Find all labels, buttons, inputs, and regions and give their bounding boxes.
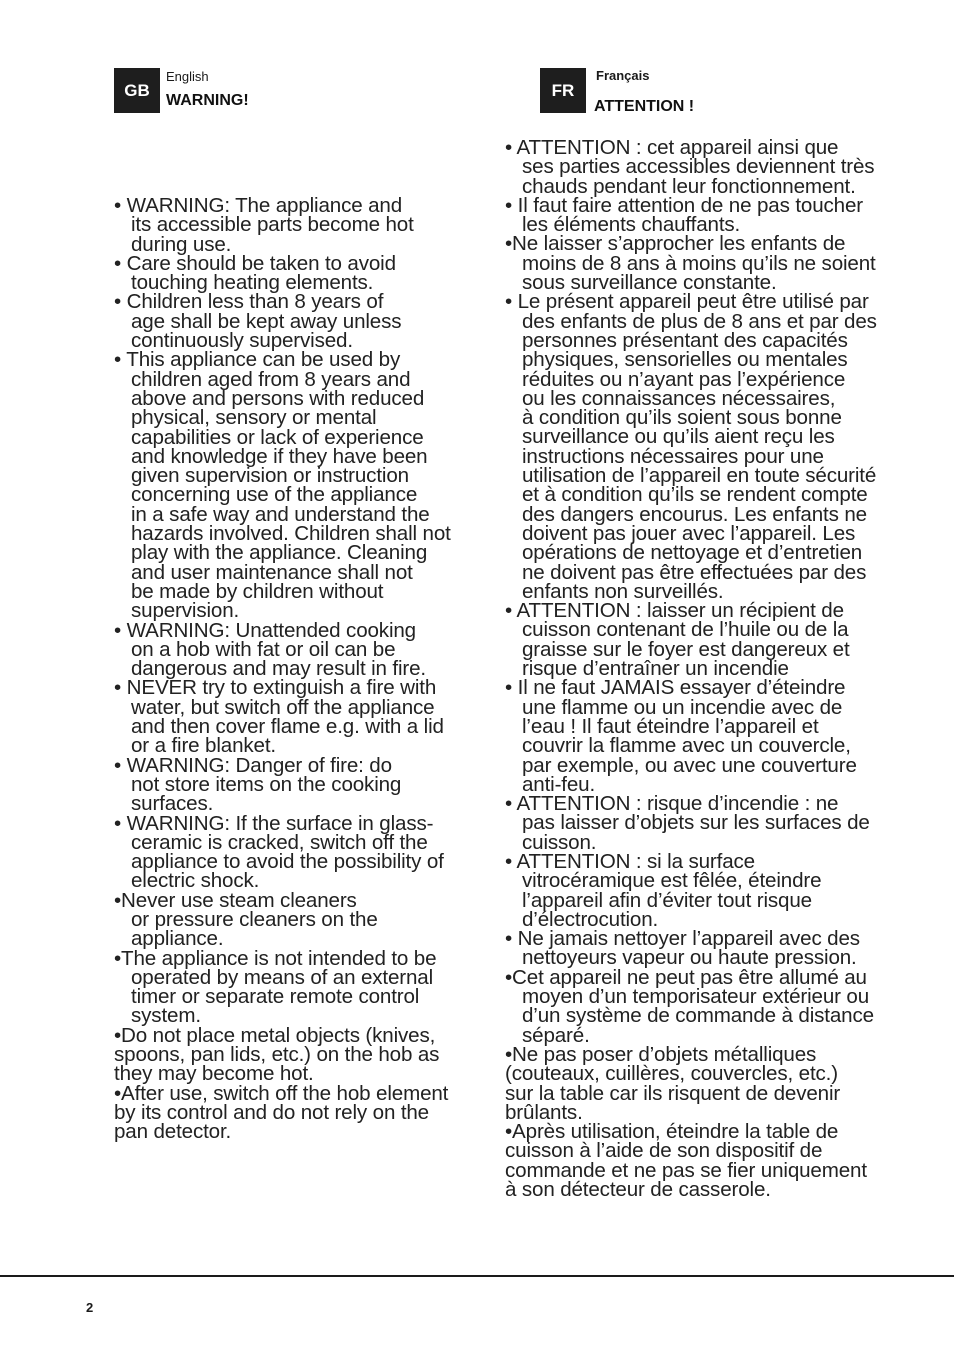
warning-item — [505, 965, 930, 1047]
warning-line: d’un système de commande à distance — [522, 1004, 874, 1028]
warning-line: vitrocéramique est fêlée, éteindre — [522, 869, 822, 893]
warning-line: • Il ne faut JAMAIS essayer d’éteindre — [505, 676, 846, 700]
warning-item — [114, 251, 494, 295]
warning-line: cuisson à l’aide de son dispositif de — [505, 1139, 823, 1163]
warning-line: • ATTENTION : risque d’incendie : ne — [505, 792, 839, 816]
warning-line: • Le présent appareil peut être utilisé par — [505, 290, 869, 314]
warning-item — [114, 676, 494, 758]
warning-line: and knowledge if they have been — [131, 444, 428, 468]
warning-line: •Ne pas poser d’objets métalliques — [505, 1042, 817, 1066]
warning-line: opérations de nettoyage et d’entretien — [522, 541, 863, 565]
warning-line: pan detector. — [114, 1120, 232, 1144]
warning-item — [114, 618, 494, 681]
warning-item — [505, 232, 930, 295]
warning-line: timer or separate remote control — [131, 985, 420, 1009]
warning-item — [505, 849, 930, 931]
warning-line: surveillance ou qu’ils aient reçu les — [522, 425, 835, 449]
warning-line: instructions nécessaires pour une — [522, 444, 824, 468]
warning-line: continuously supervised. — [131, 329, 353, 353]
warning-line: • Il faut faire attention de ne pas toucher — [505, 193, 863, 217]
warning-line: des dangers encourus. Les enfants ne — [522, 502, 867, 526]
warning-line: graisse sur le foyer est dangereux et — [522, 637, 850, 661]
warning-line: • ATTENTION : si la surface — [505, 849, 755, 873]
warning-line: its accessible parts become hot — [131, 213, 414, 237]
warning-line: par exemple, ou avec une couverture — [522, 753, 857, 777]
warning-line: capabilities or lack of experience — [131, 425, 424, 449]
warning-line: •The appliance is not intended to be — [114, 946, 437, 970]
warning-line: not store items on the cooking — [131, 772, 402, 796]
warning-line: spoons, pan lids, etc.) on the hob as — [114, 1043, 440, 1067]
warning-line: chauds pendant leur fonctionnement. — [522, 174, 856, 198]
warning-line: • WARNING: Unattended cooking — [114, 618, 416, 642]
warning-line: ne doivent pas être effectuées par des — [522, 560, 867, 584]
warning-item — [505, 1042, 930, 1124]
warning-line: sur la table car ils risquent de devenir — [505, 1081, 841, 1105]
warning-item — [505, 193, 930, 237]
language-name-gb: English — [166, 69, 209, 84]
section-heading-fr: ATTENTION ! — [594, 98, 695, 115]
warning-item — [505, 599, 930, 681]
warning-item — [505, 138, 930, 196]
warning-line: • Ne jamais nettoyer l’appareil avec des — [505, 927, 860, 951]
warning-line: children aged from 8 years and — [131, 367, 411, 391]
warning-line: à condition qu’ils soient sous bonne — [522, 406, 842, 430]
warning-item — [505, 292, 930, 601]
warning-line: • WARNING: Danger of fire: do — [114, 753, 392, 777]
warning-line: pas laisser d’objets sur les surfaces de — [522, 811, 870, 835]
language-code-badge-gb: GB — [114, 68, 160, 113]
warning-line: •Never use steam cleaners — [114, 888, 357, 912]
warning-line: physical, sensory or mental — [131, 406, 377, 430]
warning-line: dangerous and may result in fire. — [131, 657, 426, 681]
warning-line: system. — [131, 1004, 201, 1028]
warning-line: appliance to avoid the possibility of — [131, 850, 444, 874]
warning-line: or pressure cleaners on the — [131, 907, 378, 931]
warning-line: (couteaux, cuillères, couvercles, etc.) — [505, 1062, 838, 1086]
warning-item — [114, 811, 494, 893]
warning-line: •After use, switch off the hob element — [114, 1081, 449, 1105]
warning-item — [114, 290, 494, 353]
warning-line: by its control and do not rely on the — [114, 1100, 429, 1124]
warning-line: touching heating elements. — [131, 271, 374, 295]
warning-line: appliance. — [131, 927, 224, 951]
warning-line: operated by means of an external — [131, 965, 434, 989]
warning-line: séparé. — [522, 1023, 590, 1047]
warning-line: play with the appliance. Cleaning — [131, 541, 428, 565]
warning-line: during use. — [131, 232, 232, 256]
warning-line: ou les connaissances nécessaires, — [522, 386, 836, 410]
warning-list-english — [114, 196, 494, 1142]
warning-item — [505, 678, 930, 794]
warning-line: doivent pas jouer avec l’appareil. Les — [522, 521, 856, 545]
warning-line: moyen d’un temporisateur extérieur ou — [522, 985, 870, 1009]
warning-line: • Care should be taken to avoid — [114, 251, 396, 275]
warning-line: une flamme ou un incendie avec de — [522, 695, 843, 719]
warning-line: cuisson contenant de l’huile ou de la — [522, 618, 849, 642]
warning-line: anti-feu. — [522, 772, 596, 796]
warning-line: concerning use of the appliance — [131, 483, 418, 507]
warning-line: physiques, sensorielles ou mentales — [522, 348, 848, 372]
warning-line: ceramic is cracked, switch off the — [131, 830, 428, 854]
footer-divider — [0, 1275, 954, 1277]
warning-line: • This appliance can be used by — [114, 348, 401, 372]
warning-list-french — [505, 136, 930, 1202]
section-heading-gb: WARNING! — [166, 92, 249, 109]
warning-line: risque d’entraîner un incendie — [522, 657, 789, 681]
warning-item — [114, 946, 494, 1028]
warning-line: •Ne laisser s’approcher les enfants de — [505, 232, 846, 256]
warning-line: age shall be kept away unless — [131, 309, 402, 333]
warning-line: surfaces. — [131, 792, 214, 816]
warning-item — [505, 1120, 930, 1202]
warning-line: hazards involved. Children shall not — [131, 522, 451, 546]
warning-line: or a fire blanket. — [131, 734, 276, 758]
warning-line: d’électrocution. — [522, 907, 659, 931]
warning-line: brûlants. — [505, 1100, 583, 1124]
warning-line: •Do not place metal objects (knives, — [114, 1023, 436, 1047]
warning-item — [114, 753, 494, 816]
warning-item — [114, 888, 494, 951]
warning-item — [114, 348, 494, 623]
warning-line: couvrir la flamme avec un couvercle, — [522, 734, 851, 758]
warning-line: à son détecteur de casserole. — [505, 1178, 771, 1202]
warning-line: given supervision or instruction — [131, 464, 409, 488]
warning-line: • WARNING: If the surface in glass- — [114, 811, 434, 835]
warning-item — [505, 929, 930, 968]
warning-line: réduites ou n’ayant pas l’expérience — [522, 367, 846, 391]
warning-line: des enfants de plus de 8 ans et par des — [522, 309, 877, 333]
warning-item — [505, 794, 930, 852]
warning-line: l’appareil afin d’éviter tout risque — [522, 888, 812, 912]
warning-line: supervision. — [131, 599, 240, 623]
warning-line: be made by children without — [131, 579, 384, 603]
warning-line: • Children less than 8 years of — [114, 290, 384, 314]
warning-line: commande et ne pas se fier uniquement — [505, 1158, 867, 1182]
warning-line: they may become hot. — [114, 1062, 314, 1086]
warning-line: nettoyeurs vapeur ou haute pression. — [522, 946, 857, 970]
warning-line: personnes présentant des capacités — [522, 328, 848, 352]
warning-line: ses parties accessibles deviennent très — [522, 155, 875, 179]
warning-item — [114, 1023, 494, 1086]
warning-line: electric shock. — [131, 869, 260, 893]
warning-line: l’eau ! Il faut éteindre l’appareil et — [522, 714, 819, 738]
language-code-badge-fr: FR — [540, 68, 586, 113]
warning-line: on a hob with fat or oil can be — [131, 637, 396, 661]
warning-line: • WARNING: The appliance and — [114, 194, 403, 217]
warning-line: les éléments chauffants. — [522, 213, 741, 237]
warning-line: above and persons with reduced — [131, 386, 425, 410]
warning-line: moins de 8 ans à moins qu’ils ne soient — [522, 251, 876, 275]
page-number: 2 — [86, 1300, 94, 1315]
warning-line: et à condition qu’ils se rendent compte — [522, 483, 868, 507]
warning-line: and user maintenance shall not — [131, 560, 413, 584]
warning-line: •Après utilisation, éteindre la table de — [505, 1120, 839, 1144]
warning-line: • ATTENTION : laisser un récipient de — [505, 599, 844, 623]
warning-line: utilisation de l’appareil en toute sécurité — [522, 464, 877, 488]
warning-line: • NEVER try to extinguish a fire with — [114, 676, 437, 700]
warning-line: sous surveillance constante. — [522, 271, 777, 295]
warning-line: enfants non surveillés. — [522, 579, 724, 603]
warning-line: • ATTENTION : cet appareil ainsi que — [505, 136, 839, 159]
warning-line: water, but switch off the appliance — [131, 695, 435, 719]
warning-line: and then cover flame e.g. with a lid — [131, 715, 444, 739]
warning-line: in a safe way and understand the — [131, 502, 430, 526]
language-name-fr: Français — [596, 68, 650, 83]
warning-line: cuisson. — [522, 830, 597, 854]
warning-item — [114, 196, 494, 254]
warning-item — [114, 1081, 494, 1144]
warning-line: •Cet appareil ne peut pas être allumé au — [505, 965, 867, 989]
